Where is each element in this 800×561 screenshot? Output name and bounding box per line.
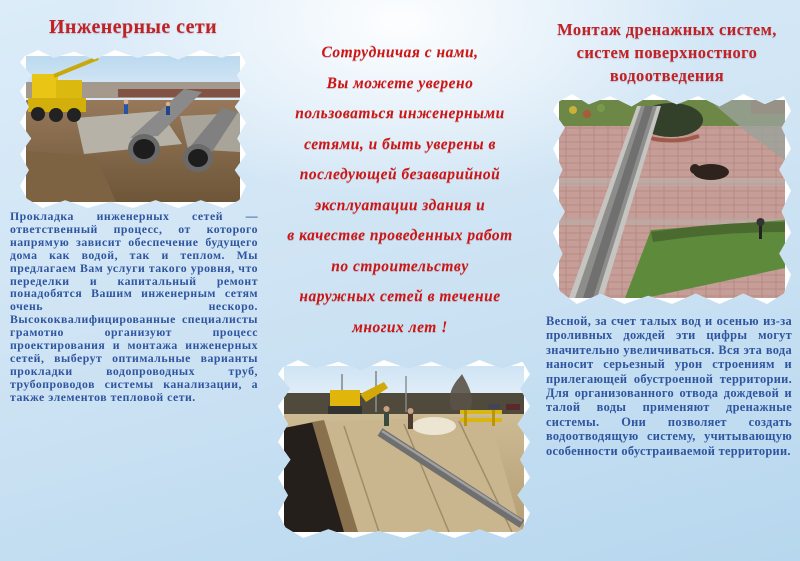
panel-slogan [267,0,533,561]
slogan-line: последующей безаварийной [299,166,501,183]
right-panel-title [534,18,800,87]
right-title-line: Монтаж дренажных систем, [557,20,777,39]
panel-engineering-networks [0,0,266,561]
slogan-line: пользоваться инженерными [295,105,505,122]
drainage-courtyard-image [559,100,785,298]
photo-drainage-courtyard [553,94,791,304]
right-title-line: систем поверхностного [576,43,758,62]
slogan-line: Вы можете уверено [326,74,474,92]
right-panel-body: Весной, за счет талых вод и осенью из-за проливных дождей эти цифры могут значительно увеличиваться. Вся эта вода наносит серьезный урон строениям и прилегающей обустроенной территории. Для организованного отвода дождевой и талой воды применяют дренажные системы. Они позволяет создать водоотводящую систему, учитывающую особенности обустраиваемой территории. [546,314,792,458]
pipeline-construction-image [26,56,240,202]
right-title-line: водоотведения [609,66,725,85]
photo-pipeline-construction [20,50,246,208]
left-panel-body: Прокладка инженерных сетей — ответственный процесс, от которого напрямую зависит обеспечение будущего дома как водой, так и теплом. Мы предлагаем Вам услуги такого уровня, что переделки и капитальный ремонт понадобятся Вашим инженерным сетям очень нескоро. Высококвалифицированные специалисты грамотно организуют процесс проектирования и монтажа инженерных сетей, выберут оптимальные варианты прокладки водопроводных труб, трубопроводов системы канализации, а также элементов тепловой сети. [10,209,258,404]
slogan-line: наружных сетей в течение [299,288,501,305]
slogan-line: по строительству [331,257,469,275]
slogan-line: многих лет ! [352,318,448,336]
panel-drainage-systems [534,0,800,561]
slogan-block [267,38,533,343]
road-construction-image [284,366,524,532]
photo-road-construction [278,360,530,538]
slogan-line: Сотрудничая с нами, [321,44,479,61]
left-panel-title: Инженерные сети [48,16,218,38]
slogan-line: в качестве проведенных работ [287,227,513,244]
slogan-line: эксплуатации здания и [314,196,486,214]
slogan-line: сетями, и быть уверены в [304,135,496,153]
